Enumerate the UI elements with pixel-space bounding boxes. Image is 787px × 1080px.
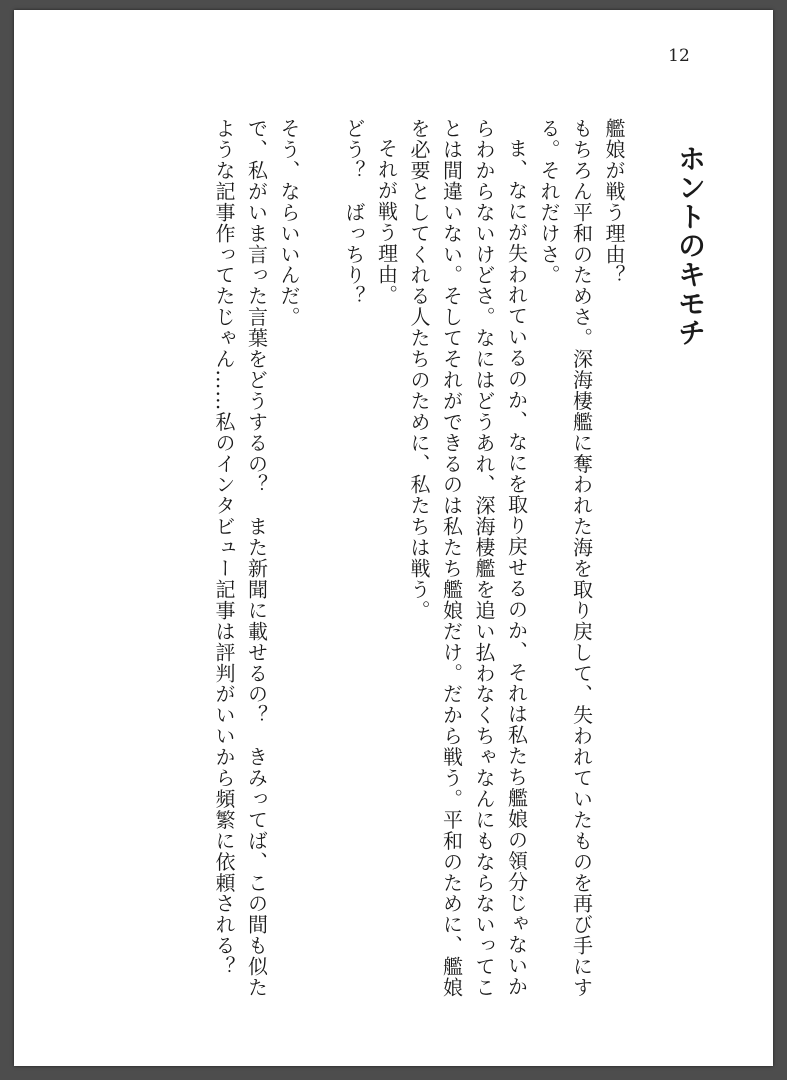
paragraph-question: 艦娘が戦う理由？ — [602, 118, 626, 286]
paragraph-conclusion: それが戦う理由。 — [374, 138, 399, 306]
vertical-text-body — [154, 118, 710, 998]
paragraph-peace: もちろん平和のためさ。深海棲艦に奪われた海を取り戻して、失われていたものを再び手にする。それだけさ。 — [537, 118, 594, 998]
chapter-title: ホントのキモチ — [674, 144, 707, 347]
document-page — [14, 10, 773, 1066]
paragraph-reason: ま、なにが失われているのか、なにを取り戻せるのか、それは私たち艦娘の領分じゃないからわからないけどさ。なにはどうあれ、深海棲艦を追い払わなくちゃなんにもならないってことは間違いない。そしてそれができるのは私たち艦娘だけ。だから戦う。平和のために、艦娘を必要としてくれる人たちのために、私たちは戦う。 — [407, 118, 529, 998]
paragraph-ok: そう、ならいいんだ。 — [277, 118, 301, 328]
paragraph-interview: で、私がいま言った言葉をどうするの？ また新聞に載せるの？ きみってば、この間も似たような記事作ってたじゃん……私のインタビュー記事は評判がいいから頻繁に依頼される？ — [212, 118, 269, 998]
paragraph-check: どう？ ばっちり？ — [342, 118, 366, 307]
page-number: 12 — [668, 46, 690, 66]
